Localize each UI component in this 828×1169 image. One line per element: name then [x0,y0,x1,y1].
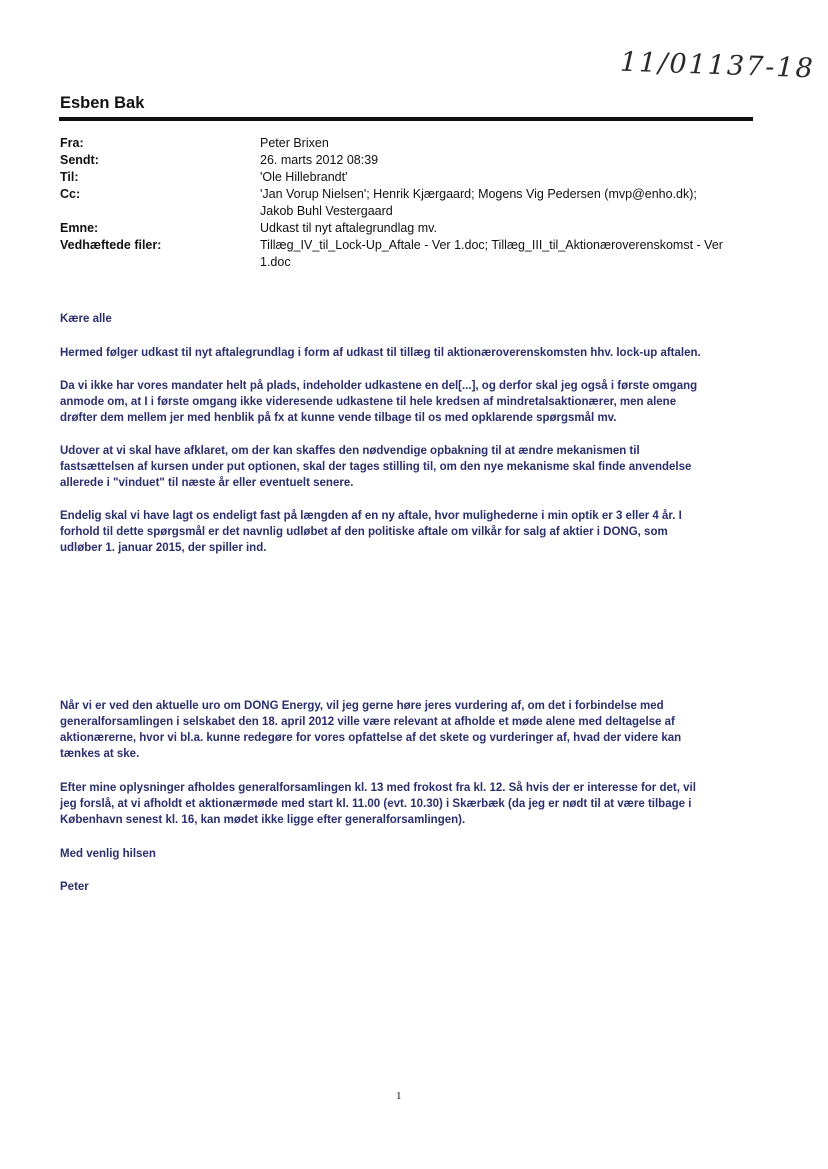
closing-phrase: Med venlig hilsen [60,848,156,860]
from-value: Peter Brixen [260,136,329,150]
paragraph-line: anmode om, at I i første omgang ikke videresende udkastene til hele kredsen af mindretalsaktionærer, men alene [60,396,677,408]
cc-value-line: Jakob Buhl Vestergaard [260,204,393,218]
subject-label: Emne: [60,221,99,235]
paragraph-line: Når vi er ved den aktuelle uro om DONG Energy, vil jeg gerne høre jeres vurdering af, om det i forbindelse med [60,700,664,712]
cc-row [60,186,760,220]
paragraph-line: Endelig skal vi have lagt os endeligt fast på længden af en ny aftale, hvor mulighederne i min optik er 3 eller 4 år. I [60,510,682,522]
paragraph-line: Hermed følger udkast til nyt aftalegrundlag i form af udkast til tillæg til aktionæroverenskomsten hhv. lock-up aftalen. [60,347,701,359]
paragraph-line: jeg forslå, at vi afholdt et aktionærmøde med start kl. 11.00 (evt. 10.30) i Skærbæk (da jeg er nødt til at være tilbage i [60,798,692,810]
to-label: Til: [60,170,79,184]
body-paragraph [60,698,760,762]
paragraph-line: aktionærerne, hvor vi bl.a. kunne redegøre for vores opfattelse af det skete og vurderinger af, hvad der videre kan [60,732,682,744]
attachments-row [60,237,760,271]
body-paragraph [60,443,760,491]
from-label: Fra: [60,136,84,150]
paragraph-line: udløber 1. januar 2015, der spiller ind. [60,542,267,554]
body-paragraph [60,780,760,828]
cc-value-line: 'Jan Vorup Nielsen'; Henrik Kjærgaard; Mogens Vig Pedersen (mvp@enho.dk); [260,187,697,201]
page-number: 1 [396,1090,402,1102]
attachments-value-line: Tillæg_IV_til_Lock-Up_Aftale - Ver 1.doc; Tillæg_III_til_Aktionæroverenskomst - Ver [260,238,723,252]
paragraph-line: allerede i "vinduet" til næste år eller eventuelt senere. [60,477,354,489]
paragraph-line: generalforsamlingen i selskabet den 18. april 2012 ville være relevant at afholde et møde alene med deltagelse af [60,716,675,728]
paragraph-line: Udover at vi skal have afklaret, om der kan skaffes den nødvendige opbakning til at ændre mekanismen til [60,445,640,457]
attachments-label: Vedhæftede filer: [60,238,162,252]
email-header-block [60,135,760,271]
attachments-value [260,237,760,271]
paragraph-line: Efter mine oplysninger afholdes generalforsamlingen kl. 13 med frokost fra kl. 12. Så hvis der er interesse for det, vil [60,782,696,794]
sent-row [60,152,760,169]
body-paragraph [60,345,760,361]
sent-label: Sendt: [60,153,99,167]
to-row [60,169,760,186]
paragraph-line: fastsættelsen af kursen under put optionen, skal der tages stilling til, om den nye mekanisme skal finde anvendelse [60,461,692,473]
subject-row [60,220,760,237]
sent-value: 26. marts 2012 08:39 [260,153,379,167]
document-owner-name: Esben Bak [60,94,145,112]
cc-value [260,186,760,220]
attachments-value-line: 1.doc [260,255,291,269]
paragraph-line: København senest kl. 16, kan mødet ikke ligge efter generalforsamlingen). [60,814,466,826]
greeting: Kære alle [60,313,112,325]
cc-label: Cc: [60,187,81,201]
paragraph-line: drøfter dem mellem jer med henblik på fx at kunne vende tilbage til os med opklarende spørgsmål mv. [60,412,617,424]
header-divider [59,117,753,121]
paragraph-line: Da vi ikke har vores mandater helt på plads, indeholder udkastene en del[...], og derfor skal jeg også i første omgang [60,380,698,392]
body-paragraph [60,378,760,426]
signature: Peter [60,881,89,893]
handwritten-reference-number: 11/01137-18 [619,46,816,85]
paragraph-line: tænkes at ske. [60,748,140,760]
paragraph-line: forhold til dette spørgsmål er det navnlig udløbet af den politiske aftale om vilkår for salg af aktier i DONG, som [60,526,668,538]
to-value: 'Ole Hillebrandt' [260,170,348,184]
subject-value: Udkast til nyt aftalegrundlag mv. [260,221,437,235]
from-row [60,135,760,152]
body-paragraph [60,508,760,556]
